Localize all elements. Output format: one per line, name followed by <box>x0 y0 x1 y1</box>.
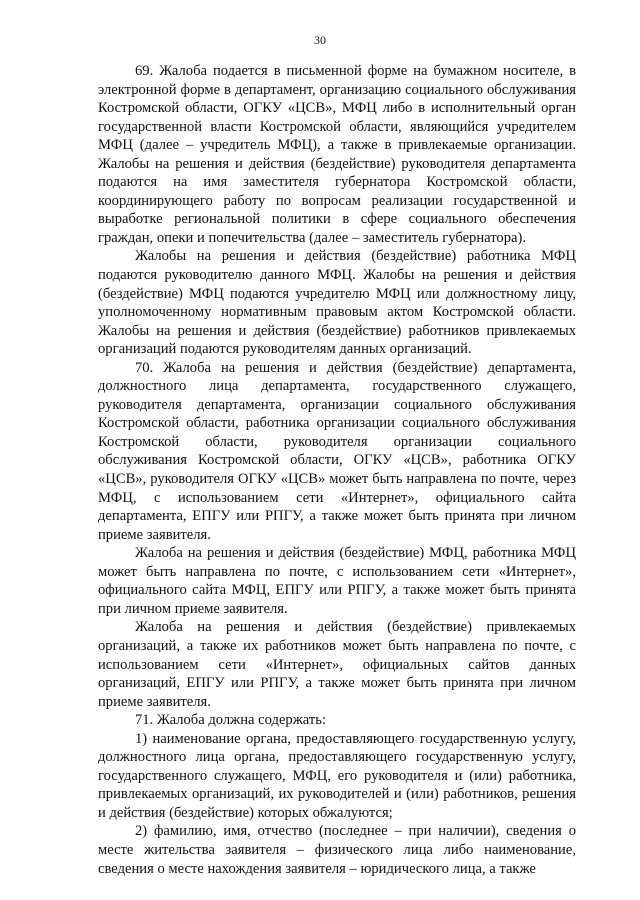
page-number: 30 <box>314 33 326 47</box>
paragraph-71: 71. Жалоба должна содержать: <box>135 712 326 729</box>
paragraph-70: 70. Жалоба на решения и действия (бездействие) департамента, должностного лица департамента, государственного служащего, руководителя департамента, организации социального обслуживания Костромской области, работника организации социального обслуживания Костромской области, руководителя организации социального обслуживания Костромской области, ОГКУ «ЦСВ», работника ОГКУ «ЦСВ», руководителя ОГКУ «ЦСВ» может быть направлена по почте, через МФЦ, с использованием сети «Интернет», официального сайта департамента, ЕПГУ или РПГУ, а также может быть принята при личном приеме заявителя. <box>98 359 576 543</box>
list-item-1: 1) наименование органа, предоставляющего государственную услугу, должностного лица органа, предоставляющего государственную услугу, государственного служащего, МФЦ, его руководителя и (или) работника, привлекаемых организаций, их руководителей и (или) работников, решения и действия (бездействие) которых обжалуются; <box>98 730 576 821</box>
paragraph-complaints-mfc: Жалобы на решения и действия (бездействие) работника МФЦ подаются руководителю данного МФЦ. Жалобы на решения и действия (бездействие) МФЦ подаются учредителю МФЦ или должностному лицу, уполномоченному нормативным правовым актом Костромской области. Жалобы на решения и действия (бездействие) работников привлекаемых организаций подаются руководителям данных организаций. <box>98 248 576 358</box>
list-item-2: 2) фамилию, имя, отчество (последнее – при наличии), сведения о месте жительства заявителя – физического лица либо наименование, сведения о месте нахождения заявителя – юридического лица, а также <box>98 823 576 877</box>
document-body <box>98 62 576 878</box>
paragraph-complaint-mfc-channels: Жалоба на решения и действия (бездействие) МФЦ, работника МФЦ может быть направлена по почте, с использованием сети «Интернет», официального сайта МФЦ, ЕПГУ или РПГУ, а также может быть принята при личном приеме заявителя. <box>98 545 576 617</box>
paragraph-69: 69. Жалоба подается в письменной форме на бумажном носителе, в электронной форме в департамент, организацию социального обслуживания Костромской области, ОГКУ «ЦСВ», МФЦ либо в исполнительный орган государственной власти Костромской области, являющийся учредителем МФЦ (далее – учредитель МФЦ), а также в привлекаемые организации. Жалобы на решения и действия (бездействие) руководителя департамента подаются на имя заместителя губернатора Костромской области, координирующего работу по вопросам реализации государственной и выработке региональной политики в сфере социального обеспечения граждан, опеки и попечительства (далее – заместитель губернатора). <box>98 63 576 246</box>
paragraph-complaint-organizations-channels: Жалоба на решения и действия (бездействие) привлекаемых организаций, а также их работников может быть направлена по почте, с использованием сети «Интернет», официальных сайтов данных организаций, ЕПГУ или РПГУ, а также может быть принята при личном приеме заявителя. <box>98 619 576 710</box>
